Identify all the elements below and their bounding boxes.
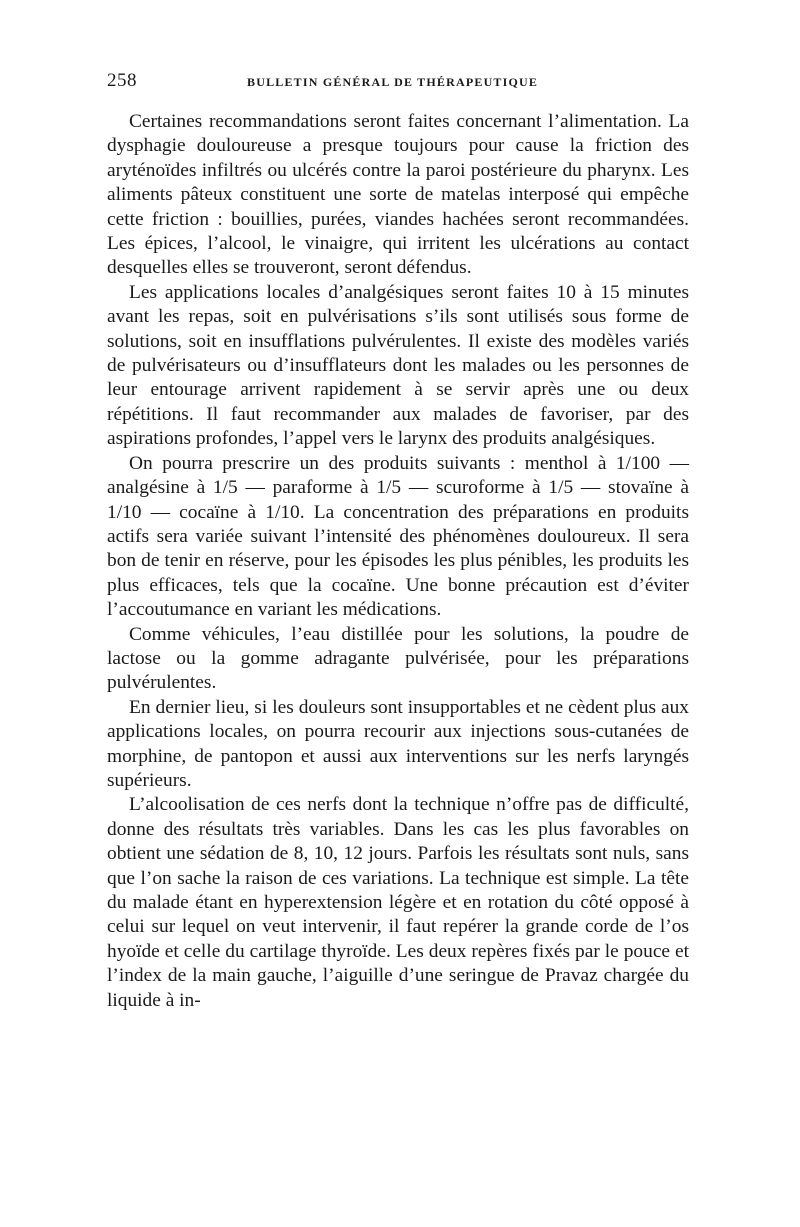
running-head <box>107 70 689 100</box>
body-text <box>107 110 689 1013</box>
paragraph-alcoolisation: L’alcoolisation de ces nerfs dont la technique n’offre pas de difficulté, donne des résultats très variables. Dans les cas les plus favorables on obtient une sédation de 8, 10, 12 jours. Parfois les résultats sont nuls, sans que l’on sache la raison de ces variations. La technique est simple. La tête du malade étant en hyperextension légère et en rotation du côté opposé à celui sur lequel on veut intervenir, il faut repérer la grande corde de l’os hyoïde et celle du cartilage thyroïde. Les deux repères fixés par le pouce et l’index de la main gauche, l’aiguille d’une seringue de Pravaz chargée du liquide à in- <box>107 794 689 1011</box>
paragraph-vehicules: Comme véhicules, l’eau distillée pour les solutions, la poudre de lactose ou la gomme adragante pulvérisée, pour les préparations pulvérulentes. <box>107 623 689 694</box>
paragraph-dernier-lieu: En dernier lieu, si les douleurs sont insupportables et ne cèdent plus aux applications locales, on pourra recourir aux injections sous-cutanées de morphine, de pantopon et aussi aux interventions sur les nerfs laryngés supérieurs. <box>107 696 689 791</box>
page-number: 258 <box>107 70 137 91</box>
paragraph-produits: On pourra prescrire un des produits suivants : menthol à 1/100 — analgésine à 1/5 — paraforme à 1/5 — scuroforme à 1/5 — stovaïne à 1/10 — cocaïne à 1/10. La concentration des préparations en produits actifs sera variée suivant l’intensité des phénomènes douloureux. Il sera bon de tenir en réserve, pour les épisodes les plus pénibles, les produits les plus efficaces, tels que la cocaïne. Une bonne précaution est d’éviter l’accoutumance en variant les médications. <box>107 452 689 621</box>
paragraph-applications-locales: Les applications locales d’analgésiques seront faites 10 à 15 minutes avant les repas, soit en pulvérisations s’ils sont utilisés sous forme de solutions, soit en insufflations pulvérulentes. Il existe des modèles variés de pulvérisateurs ou d’insufflateurs dont les malades ou les personnes de leur entourage arrivent rapidement à se servir après une ou deux répétitions. Il faut recommander aux malades de favoriser, par des aspirations profondes, l’appel vers le larynx des produits analgésiques. <box>107 281 689 450</box>
journal-title: BULLETIN GÉNÉRAL DE THÉRAPEUTIQUE <box>247 75 539 89</box>
page <box>107 70 689 1013</box>
paragraph-alimentation: Certaines recommandations seront faites concernant l’alimentation. La dysphagie douloureuse a presque toujours pour cause la friction des aryténoïdes infiltrés ou ulcérés contre la paroi postérieure du pharynx. Les aliments pâteux constituent une sorte de matelas interposé qui empêche cette friction : bouillies, purées, viandes hachées seront recommandées. Les épices, l’alcool, le vinaigre, qui irritent les ulcérations au contact desquelles elles se trouveront, seront défendus. <box>107 111 689 279</box>
